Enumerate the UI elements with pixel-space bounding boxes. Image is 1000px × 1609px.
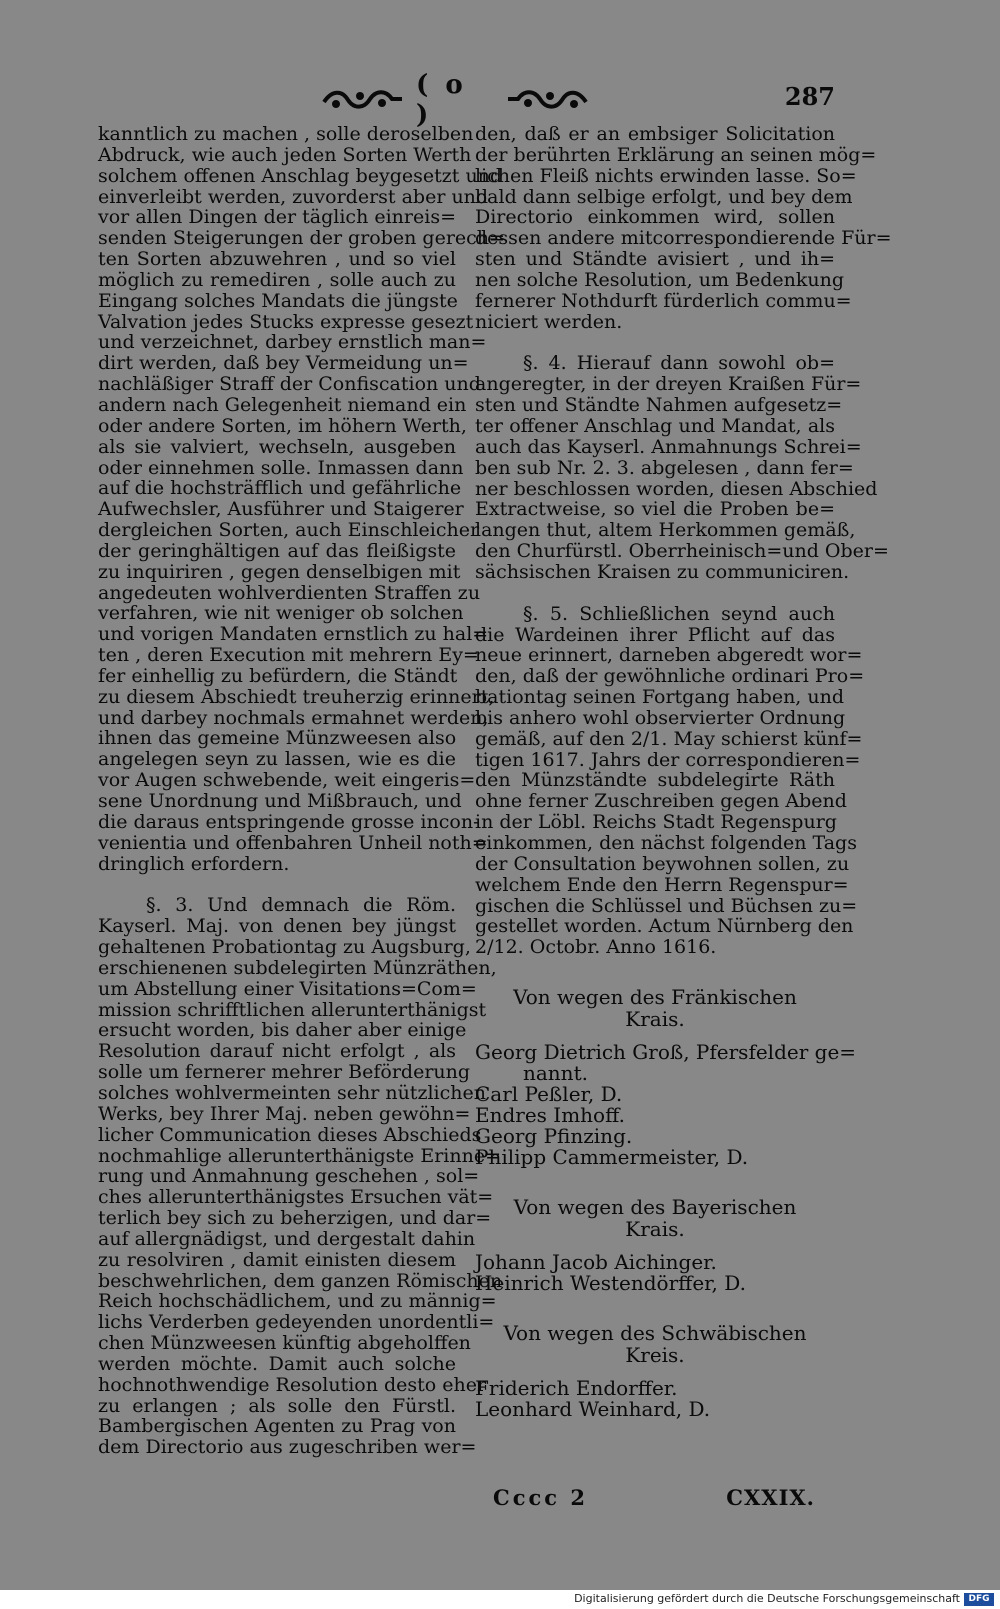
left-text-line: auf allergnädigst, und dergestalt dahin (98, 1227, 476, 1250)
left-text-line: senden Steigerungen der groben gerech= (98, 227, 505, 250)
right-text-line: den, daß der gewöhnliche ordinari Pro= (475, 665, 865, 688)
left-text-line: angedeuten wohlverdienten Straffen zu (98, 581, 481, 604)
left-text-line: Aufwechsler, Ausführer und Staigerer (98, 498, 464, 521)
right-text-line: angeregter, in der dreyen Kraißen Für= (475, 373, 862, 396)
left-text-line: fer einhellig zu befürdern, die Ständt (98, 664, 458, 687)
right-text-line: langen thut, altem Herkommen gemäß, (475, 519, 856, 542)
left-text-line: dirt werden, daß bey Vermeidung un= (98, 352, 469, 375)
left-text-line: Bambergischen Agenten zu Prag von (98, 1415, 456, 1438)
signature-gap (475, 1168, 835, 1196)
left-text-line: die daraus entspringende grosse incon- (98, 810, 480, 833)
left-text-line: erschienenen subdelegirten Münzräthen, (98, 956, 497, 979)
left-text-line: venientia und offenbahren Unheil noth= (98, 831, 488, 854)
paragraph-gap (475, 332, 835, 353)
right-text-line: der berührten Erklärung an seinen mög= (475, 143, 877, 166)
paragraph-gap (98, 874, 456, 895)
left-text-line: Eingang solches Mandats die jüngste (98, 289, 458, 312)
right-text-line: den, daß er an embsiger Solicitation (475, 123, 835, 145)
signatory-name: Heinrich Westendörffer, D. (475, 1271, 746, 1296)
signatory-heading: Krais. (625, 1007, 685, 1032)
left-text-line: oder andere Sorten, im höhern Werth, (98, 414, 467, 437)
funding-notice: Digitalisierung gefördert durch die Deutsche Forschungsgemeinschaft (574, 1592, 960, 1605)
right-text-line: gischen die Schlüssel und Büchsen zu= (475, 894, 858, 917)
signatory-name: Georg Pfinzing. (475, 1124, 633, 1149)
right-text-line: §. 5. Schließlichen seynd auch (523, 602, 835, 625)
left-text-line: möglich zu remediren , solle auch zu (98, 268, 456, 291)
right-text-line: einkommen, den nächst folgenden Tags (475, 832, 857, 854)
left-text-line: mission schrifftlichen allerunterthänigst (98, 998, 487, 1021)
signature-gap (475, 958, 835, 986)
right-text-line: bis anhero wohl observierter Ordnung (475, 706, 846, 729)
right-text-line: den Münzständte subdelegirte Räth (475, 769, 835, 792)
right-text-line: auch das Kayserl. Anmahnungs Schrei= (475, 435, 862, 458)
signatory-heading: Von wegen des Schwäbischen (503, 1321, 807, 1346)
right-text-line: fernerer Nothdurft fürderlich commu= (475, 289, 852, 312)
right-text-line: tigen 1617. Jahrs der correspondieren= (475, 748, 861, 771)
left-text-line: Abdruck, wie auch jeden Sorten Werth (98, 143, 472, 166)
signatory-name: Endres Imhoff. (475, 1103, 625, 1128)
left-text-line: einverleibt werden, zuvorderst aber und (98, 185, 489, 208)
left-ornament-icon (320, 87, 406, 113)
right-ornament-icon (504, 87, 590, 113)
left-text-line: als sie valviert, wechseln, ausgeben (98, 435, 456, 458)
left-text-line: kanntlich zu machen , solle deroselben (98, 123, 474, 145)
signatory-name: Philipp Cammermeister, D. (475, 1145, 749, 1170)
left-text-line: nochmahlige allerunterthänigste Erinne= (98, 1144, 501, 1167)
left-text-line: zu inquiriren , gegen denselbigen mit (98, 560, 461, 583)
left-text-line: der geringhältigen auf das fleißigste (98, 539, 456, 562)
left-text-line: hochnothwendige Resolution desto eher (98, 1373, 487, 1396)
left-text-line: und verzeichnet, darbey ernstlich man= (98, 331, 487, 354)
right-text-line: lichen Fleiß nichts erwinden lasse. So= (475, 164, 857, 187)
left-text-line: vor allen Dingen der täglich einreis= (98, 206, 456, 229)
left-text-line: nachläßiger Straff der Confiscation und (98, 373, 481, 396)
left-text-line: gehaltenen Probationtag zu Augsburg, (98, 936, 471, 959)
right-text-line: Extractweise, so viel die Proben be= (475, 498, 835, 521)
left-text-line: Resolution darauf nicht erfolgt , als (98, 1040, 456, 1063)
page-number: 287 (784, 82, 835, 111)
right-text-line: §. 4. Hierauf dann sowohl ob= (523, 352, 835, 375)
signatory-name: Johann Jacob Aichinger. (475, 1250, 717, 1275)
signatory-name: nannt. (523, 1061, 588, 1086)
right-text-line: 2/12. Octobr. Anno 1616. (475, 936, 717, 959)
header-ornament-group (320, 70, 590, 130)
left-text-line: ersucht worden, bis daher aber einige (98, 1019, 467, 1042)
left-text-line: ches allerunterthänigstes Ersuchen vät= (98, 1186, 494, 1209)
left-text-line: Valvation jedes Stucks expresse gesezt (98, 310, 474, 333)
left-text-line: beschwehrlichen, dem ganzen Römischen (98, 1269, 503, 1292)
left-text-column (98, 123, 505, 1459)
left-text-line: Werks, bey Ihrer Maj. neben gewöhn= (98, 1102, 471, 1125)
left-text-line: sene Unordnung und Mißbrauch, und (98, 790, 462, 812)
right-text-line: ner beschlossen worden, diesen Abschied (475, 477, 878, 500)
right-text-line: sten und Ständte Nahmen aufgesetz= (475, 394, 843, 417)
left-text-line: ten Sorten abzuwehren , und so viel (98, 248, 456, 271)
right-text-line: nen solche Resolution, um Bedenkung (475, 268, 844, 291)
left-text-line: lichs Verderben gedeyenden unordentli= (98, 1311, 495, 1334)
right-text-line: die Wardeinen ihrer Pflicht auf das (475, 623, 835, 646)
left-text-line: rung und Anmahnung geschehen , sol= (98, 1165, 480, 1188)
left-text-line: ihnen das gemeine Münzweesen also (98, 727, 457, 750)
left-text-line: §. 3. Und demnach die Röm. (146, 894, 456, 917)
left-text-line: Reich hochschädlichem, und zu männig= (98, 1290, 497, 1313)
page-footer (475, 1485, 835, 1511)
left-text-line: dem Directorio aus zugeschriben wer= (98, 1436, 477, 1459)
signatory-heading: Von wegen des Bayerischen (513, 1195, 797, 1220)
left-text-line: licher Communication dieses Abschieds (98, 1123, 482, 1146)
left-text-line: verfahren, wie nit weniger ob solchen (98, 602, 464, 625)
right-text-line: ohne ferner Zuschreiben gegen Abend (475, 790, 847, 813)
paragraph-gap (475, 583, 835, 604)
right-text-line: den Churfürstl. Oberrheinisch=und Ober= (475, 540, 889, 563)
right-text-line: neue erinnert, darneben abgeredt wor= (475, 644, 863, 667)
left-text-line: solle um fernerer mehrer Beförderung (98, 1061, 471, 1084)
left-text-line: solches wohlvermeinten sehr nützlichen (98, 1081, 486, 1104)
left-text-line: solchem offenen Anschlag beygesetzt und (98, 164, 503, 187)
left-text-line: chen Münzweesen künftig abgeholffen (98, 1332, 471, 1355)
header-title: ( o ) (416, 70, 467, 130)
right-text-line: welchem Ende den Herrn Regenspur= (475, 873, 849, 896)
right-column (475, 123, 892, 1422)
left-text-line: andern nach Gelegenheit niemand ein (98, 393, 467, 416)
signatory-heading: Von wegen des Fränkischen (513, 985, 797, 1010)
right-text-line: sten und Ständte avisiert , und ih= (475, 248, 835, 271)
page-header (0, 70, 1000, 130)
right-text-line: gemäß, auf den 2/1. May schierst künf= (475, 727, 863, 750)
right-text-line: gestellet worden. Actum Nürnberg den (475, 915, 854, 938)
right-text-line: in der Löbl. Reichs Stadt Regenspurg (475, 811, 837, 834)
left-text-line: auf die hochsträfflich und gefährliche (98, 477, 462, 500)
signatory-heading: Kreis. (625, 1343, 685, 1368)
signature-mark: Cccc 2 (493, 1485, 588, 1510)
right-text-line: bationtag seinen Fortgang haben, und (475, 686, 845, 709)
right-text-line: bald dann selbige erfolgt, und bey dem (475, 185, 853, 208)
signatory-name: Leonhard Weinhard, D. (475, 1397, 711, 1422)
left-text-line: Kayserl. Maj. von denen bey jüngst (98, 915, 456, 938)
left-text-line: dringlich erfordern. (98, 852, 290, 875)
left-text-line: dergleichen Sorten, auch Einschleicher (98, 519, 480, 542)
left-text-line: angelegen seyn zu lassen, wie es die (98, 748, 456, 771)
left-text-line: und vorigen Mandaten ernstlich zu hal= (98, 623, 489, 646)
left-text-line: vor Augen schwebende, weit eingeris= (98, 769, 476, 792)
signatory-heading: Krais. (625, 1217, 685, 1242)
right-text-column (475, 123, 892, 959)
signatory-name: Carl Peßler, D. (475, 1082, 623, 1107)
left-text-line: oder einnehmen solle. Inmassen dann (98, 456, 464, 479)
signature-gap (475, 1294, 835, 1322)
left-text-line: ten , deren Execution mit mehrern Ey= (98, 644, 479, 667)
right-text-line: dessen andere mitcorrespondierende Für= (475, 227, 892, 250)
left-text-line: werden möchte. Damit auch solche (98, 1352, 456, 1375)
signature-block (475, 958, 857, 1422)
right-text-line: sächsischen Kraisen zu communiciren. (475, 560, 850, 583)
right-text-line: ben sub Nr. 2. 3. abgelesen , dann fer= (475, 456, 854, 479)
right-text-line: niciert werden. (475, 310, 623, 333)
left-text-line: zu diesem Abschiedt treuherzig erinnert, (98, 685, 495, 708)
signatory-name: Friderich Endorffer. (475, 1376, 678, 1401)
left-text-line: zu erlangen ; als solle den Fürstl. (98, 1394, 456, 1417)
catchword: CXXIX. (726, 1485, 815, 1510)
right-text-line: Directorio einkommen wird, sollen (475, 206, 835, 229)
signatory-name: Georg Dietrich Groß, Pfersfelder ge= (475, 1040, 857, 1065)
funding-bar (0, 1590, 1000, 1609)
right-text-line: ter offener Anschlag und Mandat, als (475, 414, 835, 437)
left-text-line: terlich bey sich zu beherzigen, und dar= (98, 1207, 492, 1230)
left-text-line: und darbey nochmals ermahnet werden, (98, 706, 489, 729)
right-text-line: der Consultation beywohnen sollen, zu (475, 852, 850, 875)
left-text-line: zu resolviren , damit einisten diesem (98, 1248, 456, 1271)
dfg-logo: DFG (964, 1593, 994, 1606)
left-text-line: um Abstellung einer Visitations=Com= (98, 977, 477, 1000)
